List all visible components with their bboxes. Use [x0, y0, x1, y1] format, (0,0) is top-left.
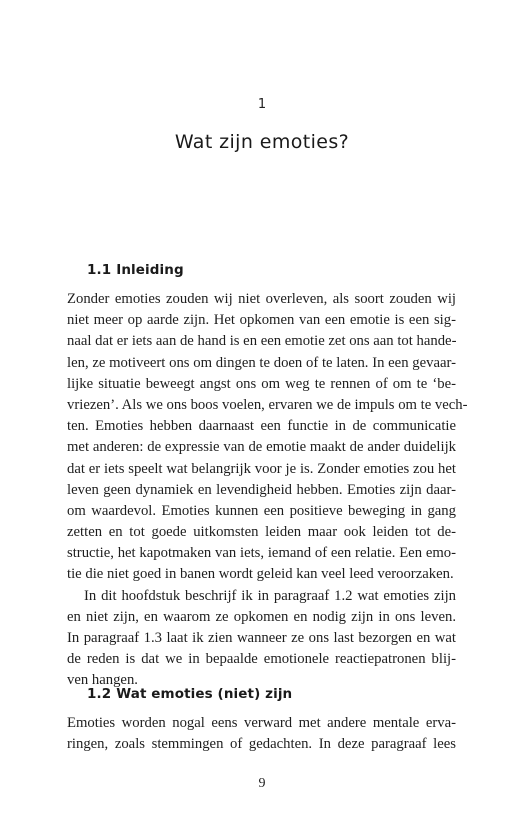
chapter-number: 1: [257, 97, 267, 112]
text-line: en niet zijn, en waarom ze opkomen en nodig zijn in ons leven.: [67, 608, 456, 625]
text-line: niet meer op aarde zijn. Het opkomen van een emotie is een sig-: [67, 312, 456, 329]
section-number: 1.1: [87, 262, 112, 278]
text-line: met anderen: de expressie van de emotie maakt de ander duidelijk: [67, 439, 456, 456]
text-line: Emoties worden nogal eens verward met andere mentale erva-: [67, 715, 456, 731]
text-line: naal dat er iets aan de hand is en een emotie zet ons aan tot hande-: [67, 333, 457, 350]
text-line: dat er iets speelt wat belangrijk voor je is. Zonder emoties zou het: [67, 460, 456, 477]
section-title: Inleiding: [116, 262, 184, 278]
text-line: len, ze motiveert ons om dingen te doen of te laten. In een gevaar-: [67, 354, 456, 371]
section-heading-inleiding: [87, 262, 184, 278]
text-line: In dit hoofdstuk beschrijf ik in paragraaf 1.2 wat emoties zijn: [84, 587, 456, 604]
text-line: leven geen dynamiek en levendigheid hebben. Emoties zijn daar-: [67, 481, 456, 498]
text-line: ringen, zoals stemmingen of gedachten. In deze paragraaf lees: [67, 736, 456, 753]
text-line: structie, het kapotmaken van iets, iemand of een relatie. Een emo-: [67, 545, 456, 562]
text-line: om waardevol. Emoties kunnen een positieve beweging in gang: [67, 502, 456, 519]
section-body-inleiding: [67, 289, 468, 692]
text-line: zetten en tot goede uitkomsten leiden maar ook leiden tot de-: [67, 524, 456, 541]
section-number: 1.2: [87, 686, 112, 702]
text-line: ven hangen.: [67, 672, 138, 689]
section-heading-wat-emoties-niet-zijn: [87, 686, 292, 702]
text-line: tie die niet goed in banen wordt geleid kan veel leed veroorzaken.: [67, 566, 454, 583]
text-line: Zonder emoties zouden wij niet overleven, als soort zouden wij: [67, 291, 456, 307]
text-line: In paragraaf 1.3 laat ik zien wanneer ze ons last bezorgen en wat: [67, 630, 456, 646]
text-line: lijke situatie beweegt angst ons om weg te rennen of om te ‘be-: [67, 375, 456, 392]
text-line: ten. Emoties hebben daarnaast een functie in de communicatie: [67, 418, 456, 435]
section-body-wat-emoties-niet-zijn: [67, 713, 456, 755]
chapter-title: Wat zijn emoties?: [174, 131, 350, 153]
text-line: de reden is dat we in bepaalde emotionele reactiepatronen blij-: [67, 651, 456, 668]
section-title: Wat emoties (niet) zijn: [116, 686, 293, 702]
page-number: 9: [258, 776, 266, 791]
text-line: vriezen’. Als we ons boos voelen, ervaren we de impuls om te vech-: [67, 396, 468, 413]
